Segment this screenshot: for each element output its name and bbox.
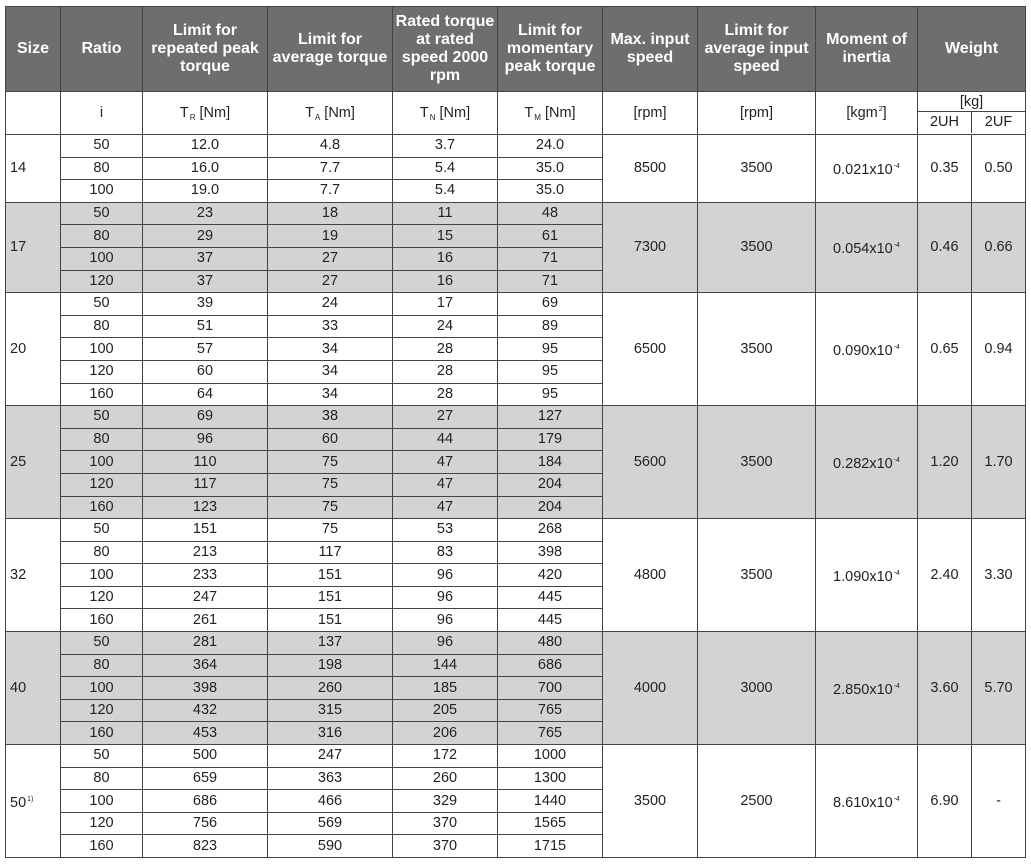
ratio-cell: 80	[61, 315, 143, 338]
momentary-peak-torque-cell: 445	[498, 586, 603, 609]
rated-torque-cell: 144	[393, 654, 498, 677]
rated-torque-cell: 24	[393, 315, 498, 338]
average-input-speed-cell: 3500	[698, 135, 816, 203]
momentary-peak-torque-cell: 398	[498, 541, 603, 564]
momentary-peak-torque-cell: 184	[498, 451, 603, 474]
size-cell: 20	[6, 293, 61, 406]
moment-of-inertia-cell: $0.282x10^{-4}$	[816, 406, 918, 519]
ratio-cell: 100	[61, 180, 143, 203]
repeated-peak-torque-cell: 453	[143, 722, 268, 745]
average-torque-cell: 137	[268, 632, 393, 655]
momentary-peak-torque-cell: 95	[498, 360, 603, 383]
ratio-cell: 120	[61, 270, 143, 293]
rated-torque-cell: 17	[393, 293, 498, 316]
rated-torque-cell: 28	[393, 360, 498, 383]
average-torque-cell: 260	[268, 677, 393, 700]
repeated-peak-torque-cell: 117	[143, 473, 268, 496]
average-input-speed-cell: 3500	[698, 406, 816, 519]
average-torque-cell: 34	[268, 338, 393, 361]
repeated-peak-torque-cell: 19.0	[143, 180, 268, 203]
header-average-input-speed: Limit for average input speed	[698, 7, 816, 92]
rated-torque-cell: 5.4	[393, 180, 498, 203]
momentary-peak-torque-cell: 1000	[498, 745, 603, 768]
rated-torque-cell: 16	[393, 247, 498, 270]
average-torque-cell: 315	[268, 699, 393, 722]
moment-of-inertia-cell: $0.054x10^{-4}$	[816, 202, 918, 292]
repeated-peak-torque-cell: 233	[143, 564, 268, 587]
ratio-cell: 100	[61, 790, 143, 813]
unit-weight: [kg] 2UH 2UF	[918, 92, 1026, 135]
repeated-peak-torque-cell: 686	[143, 790, 268, 813]
unit-size	[6, 92, 61, 135]
header-moment-of-inertia: Moment of inertia	[816, 7, 918, 92]
ratio-cell: 50	[61, 406, 143, 429]
weight-2uf-cell: 0.94	[972, 293, 1026, 406]
repeated-peak-torque-cell: 69	[143, 406, 268, 429]
repeated-peak-torque-cell: 110	[143, 451, 268, 474]
repeated-peak-torque-cell: 261	[143, 609, 268, 632]
ratio-cell: 100	[61, 451, 143, 474]
max-input-speed-cell: 4800	[603, 519, 698, 632]
momentary-peak-torque-cell: 700	[498, 677, 603, 700]
ratio-cell: 80	[61, 541, 143, 564]
average-torque-cell: 7.7	[268, 157, 393, 180]
gear-unit-data-table	[5, 6, 1026, 858]
unit-ratio: i	[61, 92, 143, 135]
average-torque-cell: 19	[268, 225, 393, 248]
momentary-peak-torque-cell: 95	[498, 383, 603, 406]
average-torque-cell: 60	[268, 428, 393, 451]
average-torque-cell: 34	[268, 360, 393, 383]
repeated-peak-torque-cell: 123	[143, 496, 268, 519]
rated-torque-cell: 47	[393, 496, 498, 519]
unit-inertia: [kgm$^2$]	[816, 92, 918, 135]
rated-torque-cell: 83	[393, 541, 498, 564]
average-input-speed-cell: 3500	[698, 293, 816, 406]
ratio-cell: 80	[61, 225, 143, 248]
rated-torque-cell: 329	[393, 790, 498, 813]
moment-of-inertia-cell: $1.090x10^{-4}$	[816, 519, 918, 632]
ratio-cell: 120	[61, 360, 143, 383]
momentary-peak-torque-cell: 765	[498, 699, 603, 722]
repeated-peak-torque-cell: 281	[143, 632, 268, 655]
rated-torque-cell: 11	[393, 202, 498, 225]
average-torque-cell: 151	[268, 564, 393, 587]
momentary-peak-torque-cell: 420	[498, 564, 603, 587]
ratio-cell: 100	[61, 247, 143, 270]
ratio-cell: 160	[61, 722, 143, 745]
momentary-peak-torque-cell: 179	[498, 428, 603, 451]
unit-avg-speed: [rpm]	[698, 92, 816, 135]
weight-2uf-cell: -	[972, 745, 1026, 858]
table-row	[6, 632, 1026, 655]
table-row	[6, 202, 1026, 225]
average-torque-cell: 75	[268, 451, 393, 474]
size-cell: 32	[6, 519, 61, 632]
header-ratio: Ratio	[61, 7, 143, 92]
average-torque-cell: 363	[268, 767, 393, 790]
average-torque-cell: 316	[268, 722, 393, 745]
weight-2uh-cell: 2.40	[918, 519, 972, 632]
momentary-peak-torque-cell: 204	[498, 496, 603, 519]
average-torque-cell: 151	[268, 609, 393, 632]
weight-2uf-cell: 5.70	[972, 632, 1026, 745]
repeated-peak-torque-cell: 213	[143, 541, 268, 564]
momentary-peak-torque-cell: 1440	[498, 790, 603, 813]
ratio-cell: 120	[61, 812, 143, 835]
size-cell: 50$^{1)}$	[6, 745, 61, 858]
rated-torque-cell: 370	[393, 812, 498, 835]
max-input-speed-cell: 7300	[603, 202, 698, 292]
repeated-peak-torque-cell: 756	[143, 812, 268, 835]
rated-torque-cell: 3.7	[393, 135, 498, 158]
header-rated-torque: Rated torque at rated speed 2000 rpm	[393, 7, 498, 92]
ratio-cell: 80	[61, 157, 143, 180]
repeated-peak-torque-cell: 29	[143, 225, 268, 248]
weight-2uh-cell: 0.35	[918, 135, 972, 203]
repeated-peak-torque-cell: 12.0	[143, 135, 268, 158]
average-input-speed-cell: 3000	[698, 632, 816, 745]
average-input-speed-cell: 3500	[698, 202, 816, 292]
table-row	[6, 293, 1026, 316]
rated-torque-cell: 96	[393, 564, 498, 587]
max-input-speed-cell: 4000	[603, 632, 698, 745]
weight-2uf-cell: 1.70	[972, 406, 1026, 519]
ratio-cell: 50	[61, 135, 143, 158]
average-torque-cell: 33	[268, 315, 393, 338]
average-torque-cell: 34	[268, 383, 393, 406]
ratio-cell: 80	[61, 428, 143, 451]
average-torque-cell: 151	[268, 586, 393, 609]
average-torque-cell: 24	[268, 293, 393, 316]
size-cell: 14	[6, 135, 61, 203]
ratio-cell: 50	[61, 519, 143, 542]
rated-torque-cell: 16	[393, 270, 498, 293]
rated-torque-cell: 28	[393, 338, 498, 361]
rated-torque-cell: 260	[393, 767, 498, 790]
unit-tm: $T_M$ [Nm]	[498, 92, 603, 135]
header-momentary-peak-torque: Limit for momentary peak torque	[498, 7, 603, 92]
weight-2uf-cell: 3.30	[972, 519, 1026, 632]
unit-weight-2uf: 2UF	[984, 114, 1013, 130]
average-torque-cell: 75	[268, 473, 393, 496]
ratio-cell: 160	[61, 496, 143, 519]
rated-torque-cell: 96	[393, 586, 498, 609]
ratio-cell: 120	[61, 586, 143, 609]
momentary-peak-torque-cell: 89	[498, 315, 603, 338]
rated-torque-cell: 53	[393, 519, 498, 542]
rated-torque-cell: 206	[393, 722, 498, 745]
average-torque-cell: 27	[268, 270, 393, 293]
weight-2uf-cell: 0.66	[972, 202, 1026, 292]
moment-of-inertia-cell: $0.090x10^{-4}$	[816, 293, 918, 406]
ratio-cell: 80	[61, 654, 143, 677]
repeated-peak-torque-cell: 23	[143, 202, 268, 225]
weight-2uh-cell: 3.60	[918, 632, 972, 745]
rated-torque-cell: 96	[393, 609, 498, 632]
average-input-speed-cell: 2500	[698, 745, 816, 858]
repeated-peak-torque-cell: 57	[143, 338, 268, 361]
weight-2uh-cell: 6.90	[918, 745, 972, 858]
moment-of-inertia-cell: $2.850x10^{-4}$	[816, 632, 918, 745]
unit-tn: $T_N$ [Nm]	[393, 92, 498, 135]
size-cell: 25	[6, 406, 61, 519]
repeated-peak-torque-cell: 64	[143, 383, 268, 406]
momentary-peak-torque-cell: 127	[498, 406, 603, 429]
average-torque-cell: 75	[268, 519, 393, 542]
average-torque-cell: 247	[268, 745, 393, 768]
momentary-peak-torque-cell: 480	[498, 632, 603, 655]
ratio-cell: 80	[61, 767, 143, 790]
unit-ta: $T_A$ [Nm]	[268, 92, 393, 135]
header-size: Size	[6, 7, 61, 92]
repeated-peak-torque-cell: 37	[143, 270, 268, 293]
header-max-input-speed: Max. input speed	[603, 7, 698, 92]
momentary-peak-torque-cell: 35.0	[498, 157, 603, 180]
momentary-peak-torque-cell: 204	[498, 473, 603, 496]
max-input-speed-cell: 6500	[603, 293, 698, 406]
table-row	[6, 519, 1026, 542]
average-torque-cell: 7.7	[268, 180, 393, 203]
momentary-peak-torque-cell: 48	[498, 202, 603, 225]
average-torque-cell: 38	[268, 406, 393, 429]
rated-torque-cell: 44	[393, 428, 498, 451]
rated-torque-cell: 47	[393, 451, 498, 474]
weight-2uh-cell: 1.20	[918, 406, 972, 519]
max-input-speed-cell: 5600	[603, 406, 698, 519]
momentary-peak-torque-cell: 765	[498, 722, 603, 745]
ratio-cell: 120	[61, 699, 143, 722]
size-cell: 40	[6, 632, 61, 745]
table-row	[6, 135, 1026, 158]
rated-torque-cell: 5.4	[393, 157, 498, 180]
rated-torque-cell: 172	[393, 745, 498, 768]
average-torque-cell: 27	[268, 247, 393, 270]
repeated-peak-torque-cell: 37	[143, 247, 268, 270]
momentary-peak-torque-cell: 71	[498, 270, 603, 293]
rated-torque-cell: 28	[393, 383, 498, 406]
max-input-speed-cell: 8500	[603, 135, 698, 203]
size-cell: 17	[6, 202, 61, 292]
ratio-cell: 100	[61, 564, 143, 587]
moment-of-inertia-cell: $0.021x10^{-4}$	[816, 135, 918, 203]
table-body	[6, 135, 1026, 858]
momentary-peak-torque-cell: 1565	[498, 812, 603, 835]
header-weight: Weight	[918, 7, 1026, 92]
momentary-peak-torque-cell: 686	[498, 654, 603, 677]
momentary-peak-torque-cell: 24.0	[498, 135, 603, 158]
average-torque-cell: 198	[268, 654, 393, 677]
rated-torque-cell: 27	[393, 406, 498, 429]
repeated-peak-torque-cell: 39	[143, 293, 268, 316]
footnote-marker: 1)	[27, 795, 34, 803]
repeated-peak-torque-cell: 500	[143, 745, 268, 768]
ratio-cell: 100	[61, 677, 143, 700]
ratio-cell: 120	[61, 473, 143, 496]
momentary-peak-torque-cell: 61	[498, 225, 603, 248]
average-torque-cell: 466	[268, 790, 393, 813]
unit-weight-2uh: 2UH	[918, 112, 972, 133]
momentary-peak-torque-cell: 1300	[498, 767, 603, 790]
momentary-peak-torque-cell: 35.0	[498, 180, 603, 203]
ratio-cell: 50	[61, 293, 143, 316]
weight-2uf-cell: 0.50	[972, 135, 1026, 203]
ratio-cell: 160	[61, 383, 143, 406]
moment-of-inertia-cell: $8.610x10^{-4}$	[816, 745, 918, 858]
max-input-speed-cell: 3500	[603, 745, 698, 858]
repeated-peak-torque-cell: 51	[143, 315, 268, 338]
ratio-cell: 50	[61, 632, 143, 655]
rated-torque-cell: 15	[393, 225, 498, 248]
ratio-cell: 50	[61, 202, 143, 225]
unit-tr: $T_R$ [Nm]	[143, 92, 268, 135]
rated-torque-cell: 370	[393, 835, 498, 858]
momentary-peak-torque-cell: 1715	[498, 835, 603, 858]
ratio-cell: 160	[61, 835, 143, 858]
average-torque-cell: 117	[268, 541, 393, 564]
repeated-peak-torque-cell: 16.0	[143, 157, 268, 180]
rated-torque-cell: 47	[393, 473, 498, 496]
repeated-peak-torque-cell: 823	[143, 835, 268, 858]
rated-torque-cell: 205	[393, 699, 498, 722]
momentary-peak-torque-cell: 71	[498, 247, 603, 270]
rated-torque-cell: 185	[393, 677, 498, 700]
table-row	[6, 406, 1026, 429]
repeated-peak-torque-cell: 60	[143, 360, 268, 383]
repeated-peak-torque-cell: 432	[143, 699, 268, 722]
repeated-peak-torque-cell: 364	[143, 654, 268, 677]
repeated-peak-torque-cell: 151	[143, 519, 268, 542]
momentary-peak-torque-cell: 268	[498, 519, 603, 542]
weight-2uh-cell: 0.65	[918, 293, 972, 406]
weight-2uh-cell: 0.46	[918, 202, 972, 292]
header-repeated-peak-torque: Limit for repeated peak torque	[143, 7, 268, 92]
average-torque-cell: 75	[268, 496, 393, 519]
average-torque-cell: 4.8	[268, 135, 393, 158]
momentary-peak-torque-cell: 445	[498, 609, 603, 632]
repeated-peak-torque-cell: 96	[143, 428, 268, 451]
rated-torque-cell: 96	[393, 632, 498, 655]
ratio-cell: 160	[61, 609, 143, 632]
repeated-peak-torque-cell: 398	[143, 677, 268, 700]
average-torque-cell: 18	[268, 202, 393, 225]
repeated-peak-torque-cell: 247	[143, 586, 268, 609]
unit-max-speed: [rpm]	[603, 92, 698, 135]
average-torque-cell: 569	[268, 812, 393, 835]
table-row	[6, 745, 1026, 768]
average-input-speed-cell: 3500	[698, 519, 816, 632]
momentary-peak-torque-cell: 69	[498, 293, 603, 316]
momentary-peak-torque-cell: 95	[498, 338, 603, 361]
average-torque-cell: 590	[268, 835, 393, 858]
repeated-peak-torque-cell: 659	[143, 767, 268, 790]
header-average-torque: Limit for average torque	[268, 7, 393, 92]
ratio-cell: 100	[61, 338, 143, 361]
ratio-cell: 50	[61, 745, 143, 768]
